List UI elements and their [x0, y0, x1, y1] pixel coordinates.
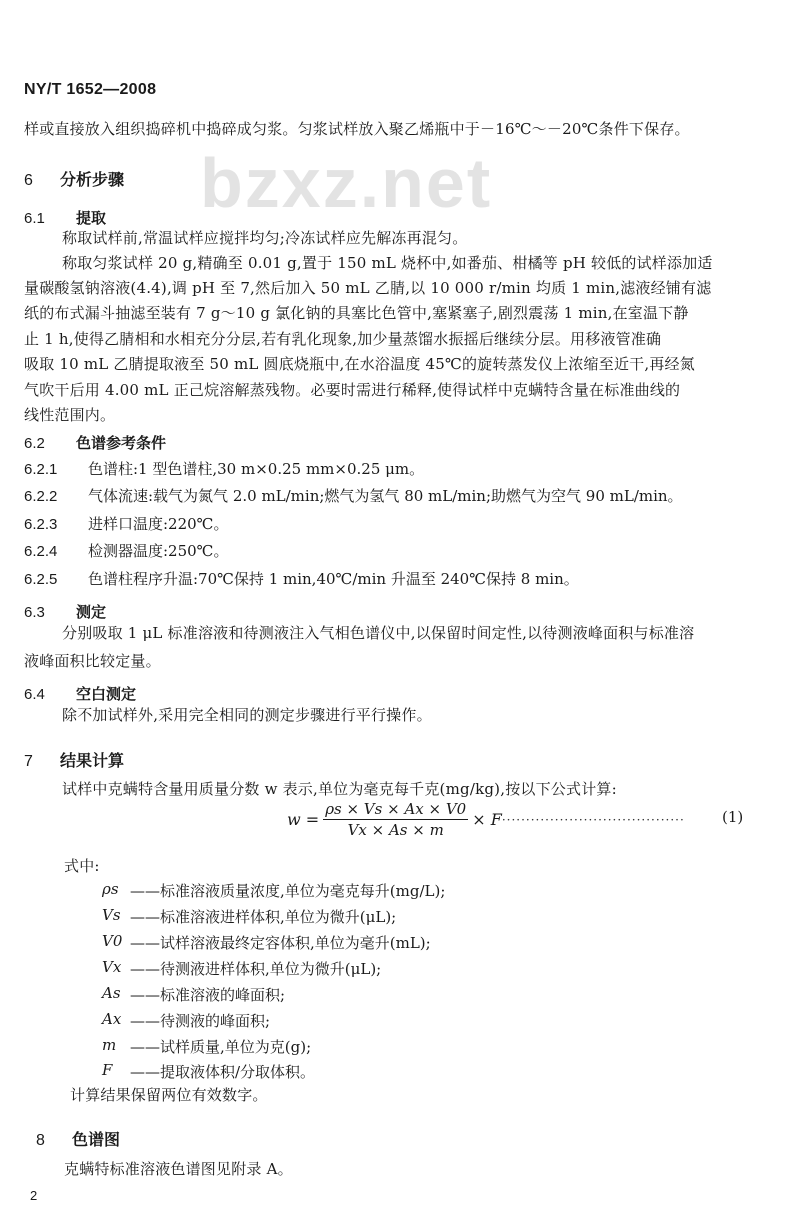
watermark: bzxz.net: [200, 144, 493, 222]
variable-definition: [102, 1061, 315, 1082]
paragraph-line: 分别吸取 1 μL 标准溶液和待测液注入气相色谱仪中,以保留时间定性,以待测液峰面积与标准溶: [62, 624, 695, 642]
section-number: 6.3: [24, 604, 45, 621]
variable-desc: ——待测液进样体积,单位为微升(μL);: [130, 960, 382, 978]
variable-desc: ——待测液的峰面积;: [130, 1012, 271, 1030]
section-title: 色谱参考条件: [76, 435, 167, 452]
section-title: 色谱图: [72, 1132, 121, 1149]
item-number: 6.2.2: [24, 488, 58, 505]
variable-symbol: F: [102, 1061, 113, 1079]
dot-leader: ······································: [501, 812, 685, 827]
section-6-2-heading: [24, 432, 166, 453]
variable-symbol: m: [102, 1036, 117, 1054]
section-title: 结果计算: [60, 753, 125, 770]
variable-desc: ——提取液体积/分取体积。: [130, 1063, 316, 1081]
paragraph-line: 气吹干后用 4.00 mL 正己烷溶解蒸残物。必要时需进行稀释,使得试样中克螨特含量在标准曲线的: [24, 381, 681, 399]
paragraph-line: 纸的布式漏斗抽滤至装有 7 g～10 g 氯化钠的具塞比色管中,塞紧塞子,剧烈震荡 1 min,在室温下静: [24, 304, 689, 322]
item-text: 色谱柱:1 型色谱柱,30 m×0.25 mm×0.25 μm。: [88, 460, 425, 478]
paragraph: 称取试样前,常温试样应搅拌均匀;冷冻试样应先解冻再混匀。: [62, 229, 468, 247]
item-number: 6.2.5: [24, 571, 58, 588]
section-6-1-heading: [24, 207, 106, 228]
variable-symbol: ρs: [102, 880, 119, 898]
section-number: 6: [24, 172, 33, 189]
paragraph: 克螨特标准溶液色谱图见附录 A。: [64, 1160, 293, 1178]
item-number: 6.2.3: [24, 516, 58, 533]
variable-desc: ——试样质量,单位为克(g);: [130, 1038, 312, 1056]
section-number: 6.1: [24, 210, 45, 227]
section-number: 7: [24, 753, 33, 770]
equation-number: (1): [722, 808, 744, 826]
formula-denominator: Vx × As × m: [347, 821, 444, 839]
item-number: 6.2.1: [24, 461, 58, 478]
paragraph-line: 量碳酸氢钠溶液(4.4),调 pH 至 7,然后加入 50 mL 乙腈,以 10 000 r/min 均质 1 min,滤液经铺有滤: [24, 279, 712, 297]
variable-symbol: Vs: [102, 906, 121, 924]
variable-symbol: As: [102, 984, 121, 1002]
variable-desc: ——标准溶液进样体积,单位为微升(μL);: [130, 908, 397, 926]
paragraph-line: 称取匀浆试样 20 g,精确至 0.01 g,置于 150 mL 烧杯中,如番茄、柑橘等 pH 较低的试样添加适: [62, 254, 713, 272]
rounding-note: 计算结果保留两位有效数字。: [70, 1086, 268, 1104]
variable-definition: [102, 1010, 270, 1031]
section-title: 提取: [76, 210, 107, 227]
formula-numerator: ρs × Vs × Ax × V0: [325, 800, 467, 818]
section-number: 6.4: [24, 686, 45, 703]
paragraph-line: 吸取 10 mL 乙腈提取液至 50 mL 圆底烧瓶中,在水浴温度 45℃的旋转蒸发仪上浓缩至近干,再经氮: [24, 355, 695, 373]
intro-line: 样或直接放入组织捣碎机中捣碎成匀浆。匀浆试样放入聚乙烯瓶中于－16℃～－20℃条件下保存。: [24, 120, 690, 138]
variable-definition: [102, 1036, 311, 1057]
section-7-heading: [24, 748, 124, 771]
item-number: 6.2.4: [24, 543, 58, 560]
variable-symbol: V0: [102, 932, 123, 950]
section-6-3-heading: [24, 601, 106, 622]
item-text: 色谱柱程序升温:70℃保持 1 min,40℃/min 升温至 240℃保持 8 min。: [88, 570, 579, 588]
variable-symbol: Vx: [102, 958, 122, 976]
subsection-item: [24, 485, 683, 506]
section-title: 分析步骤: [60, 172, 125, 189]
paragraph-line: 液峰面积比较定量。: [24, 652, 161, 670]
formula-lhs: w =: [287, 810, 320, 829]
item-text: 进样口温度:220℃。: [88, 515, 229, 533]
variable-desc: ——标准溶液质量浓度,单位为毫克每升(mg/L);: [130, 882, 446, 900]
formula: [287, 800, 685, 839]
standard-code: NY/T 1652—2008: [24, 81, 157, 98]
paragraph-line: 止 1 h,使得乙腈相和水相充分分层,若有乳化现象,加少量蒸馏水振摇后继续分层。用移液管准确: [24, 330, 662, 348]
variable-definition: [102, 958, 381, 979]
section-6-heading: [24, 167, 124, 190]
paragraph: 试样中克螨特含量用质量分数 w 表示,单位为毫克每千克(mg/kg),按以下公式计算:: [62, 780, 617, 798]
subsection-item: [24, 513, 228, 534]
paragraph: 除不加试样外,采用完全相同的测定步骤进行平行操作。: [62, 706, 432, 724]
variable-desc: ——标准溶液的峰面积;: [130, 986, 286, 1004]
variable-desc: ——试样溶液最终定容体积,单位为毫升(mL);: [130, 934, 431, 952]
subsection-item: [24, 458, 424, 479]
section-8-heading: [36, 1127, 120, 1150]
variable-definition: [102, 880, 445, 901]
page-number: 2: [30, 1188, 38, 1203]
where-label: 式中:: [64, 857, 100, 875]
section-title: 空白测定: [76, 686, 137, 703]
item-text: 检测器温度:250℃。: [88, 542, 229, 560]
section-number: 8: [36, 1132, 45, 1149]
section-number: 6.2: [24, 435, 45, 452]
fraction: [323, 800, 468, 839]
section-6-4-heading: [24, 683, 136, 704]
variable-definition: [102, 932, 431, 953]
paragraph-line: 线性范围内。: [24, 406, 116, 424]
section-title: 测定: [76, 604, 107, 621]
variable-symbol: Ax: [102, 1010, 122, 1028]
formula-rhs: × F: [472, 810, 502, 829]
item-text: 气体流速:载气为氮气 2.0 mL/min;燃气为氢气 80 mL/min;助燃气为空气 90 mL/min。: [88, 487, 683, 505]
variable-definition: [102, 984, 285, 1005]
variable-definition: [102, 906, 396, 927]
subsection-item: [24, 540, 228, 561]
subsection-item: [24, 568, 579, 589]
